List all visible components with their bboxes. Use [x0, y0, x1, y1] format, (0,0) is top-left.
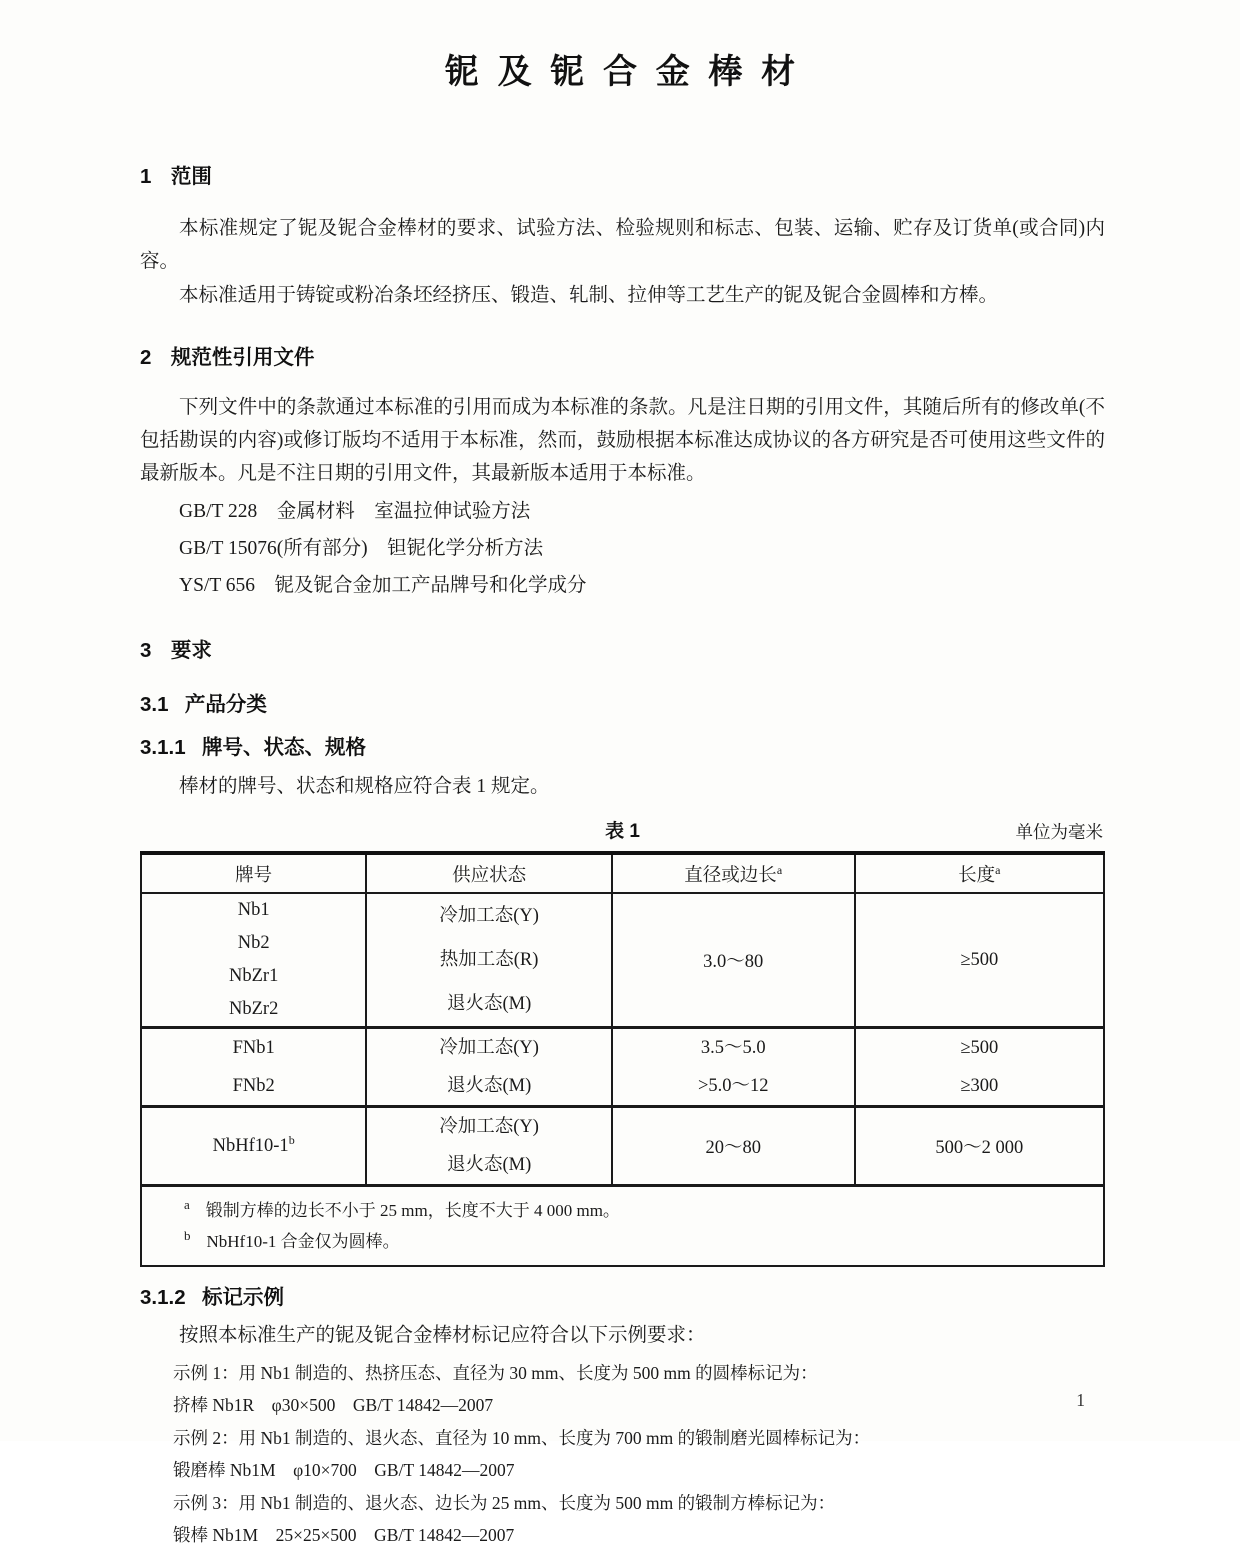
reference-item: GB/T 15076(所有部分) 钽铌化学分析方法 [179, 538, 544, 559]
table-1-caption: 表 1 [605, 821, 640, 842]
grade-cell: Nb1 Nb2 NbZr1 NbZr2 [141, 893, 366, 1028]
section-2-number: 2 [140, 346, 152, 369]
table-footnote-row [141, 1186, 1104, 1266]
reference-list [140, 493, 1105, 604]
column-header-diameter: 直径或边长$^a$ [612, 853, 855, 893]
diameter-cell: 20～80 [612, 1107, 855, 1186]
footnote-ref-a: a [776, 862, 783, 877]
table-row [141, 893, 1104, 1028]
section-3-1-2-heading [140, 1280, 1105, 1310]
table-1-unit-note: 单位为毫米 [1015, 822, 1103, 842]
document-title: 铌及铌合金棒材 [444, 53, 814, 91]
example-line: 示例 1：用 Nb1 制造的、热挤压态、直径为 30 mm、长度为 500 mm 的圆棒标记为： [173, 1362, 818, 1383]
example-line: 挤棒 Nb1R φ30×500 GB/T 14842—2007 [173, 1395, 494, 1415]
section-3-1-1-number: 3.1.1 [140, 736, 186, 759]
table-row [141, 1028, 1104, 1107]
section-1-number: 1 [140, 165, 152, 188]
footnote-ref-b: b [288, 1132, 295, 1147]
state-cell: 冷加工态(Y) 退火态(M) [366, 1028, 612, 1107]
section-2-heading [140, 340, 1105, 370]
column-header-length: 长度$^a$ [855, 853, 1104, 893]
diameter-cell: 3.5～5.0 >5.0～12 [612, 1028, 855, 1107]
state-cell: 冷加工态(Y) 热加工态(R) 退火态(M) [366, 893, 612, 1028]
table-1 [140, 851, 1105, 1267]
length-cell: ≥500 ≥300 [855, 1028, 1104, 1107]
section-3-1-2-number: 3.1.2 [140, 1285, 186, 1309]
footnote-b: $^b$ NbHf10-1 合金仅为圆棒。 [184, 1228, 400, 1251]
state-cell: 冷加工态(Y) 退火态(M) [366, 1107, 612, 1186]
table-header-row [141, 853, 1104, 893]
example-line: 锻棒 Nb1M 25×25×500 GB/T 14842—2007 [173, 1525, 515, 1545]
grade-cell: FNb1 FNb2 [141, 1028, 366, 1107]
reference-item: GB/T 228 金属材料 室温拉伸试验方法 [179, 501, 531, 522]
column-header-grade: 牌号 [141, 853, 366, 893]
section-3-1-2-title: 标记示例 [202, 1285, 284, 1309]
section-3-title: 要求 [170, 639, 212, 662]
section-3-1-1-title: 牌号、状态、规格 [202, 736, 366, 759]
references-paragraph: 下列文件中的条款通过本标准的引用而成为本标准的条款。凡是注日期的引用文件，其随后所有的修改单(不包括勘误的内容)或修订版均不适用于本标准，然而，鼓励根据本标准达成协议的各方研究是否可使用这些文件的最新版本。凡是不注日期的引用文件，其最新版本适用于本标准。 [140, 397, 1105, 484]
table-caption-row [140, 816, 1105, 842]
marking-intro-paragraph: 按照本标准生产的铌及铌合金棒材标记应符合以下示例要求： [179, 1324, 706, 1346]
scope-paragraph-1: 本标准规定了铌及铌合金棒材的要求、试验方法、检验规则和标志、包装、运输、贮存及订货单(或合同)内容。 [140, 218, 1105, 272]
example-line: 锻磨棒 Nb1M φ10×700 GB/T 14842—2007 [173, 1460, 515, 1480]
column-header-state: 供应状态 [366, 853, 612, 893]
section-3-1-title: 产品分类 [184, 693, 267, 716]
example-line: 示例 3：用 Nb1 制造的、退火态、边长为 25 mm、长度为 500 mm 的锻制方棒标记为： [173, 1492, 836, 1513]
page-content [140, 159, 1105, 1552]
section-3-heading [140, 633, 1105, 663]
example-line: 示例 2：用 Nb1 制造的、退火态、直径为 10 mm、长度为 700 mm 的锻制磨光圆棒标记为： [173, 1427, 871, 1448]
marking-examples [140, 1357, 1105, 1552]
section-2-title: 规范性引用文件 [170, 346, 315, 369]
section-1-heading [140, 159, 1105, 189]
section-3-1-heading [140, 687, 1105, 717]
table-footnotes [141, 1186, 1104, 1266]
footnote-a: $^a$ 锻制方棒的边长不小于 25 mm，长度不大于 4 000 mm。 [184, 1197, 620, 1220]
section-1-title: 范围 [170, 165, 212, 188]
length-cell: ≥500 [855, 893, 1104, 1028]
section-3-1-1-heading [140, 730, 1105, 760]
grade-cell: NbHf10-1$^b$ [141, 1107, 366, 1186]
length-cell: 500～2 000 [855, 1107, 1104, 1186]
diameter-cell: 3.0～80 [612, 893, 855, 1028]
section-3-number: 3 [140, 639, 152, 662]
page-number: 1 [1076, 1390, 1085, 1410]
scope-paragraph-2: 本标准适用于铸锭或粉冶条坯经挤压、锻造、轧制、拉伸等工艺生产的铌及铌合金圆棒和方棒。 [179, 285, 999, 306]
classification-paragraph: 棒材的牌号、状态和规格应符合表 1 规定。 [179, 776, 550, 797]
table-row [141, 1107, 1104, 1186]
section-3-1-number: 3.1 [140, 693, 169, 716]
reference-item: YS/T 656 铌及铌合金加工产品牌号和化学成分 [179, 575, 587, 596]
footnote-ref-a: a [995, 862, 1001, 877]
